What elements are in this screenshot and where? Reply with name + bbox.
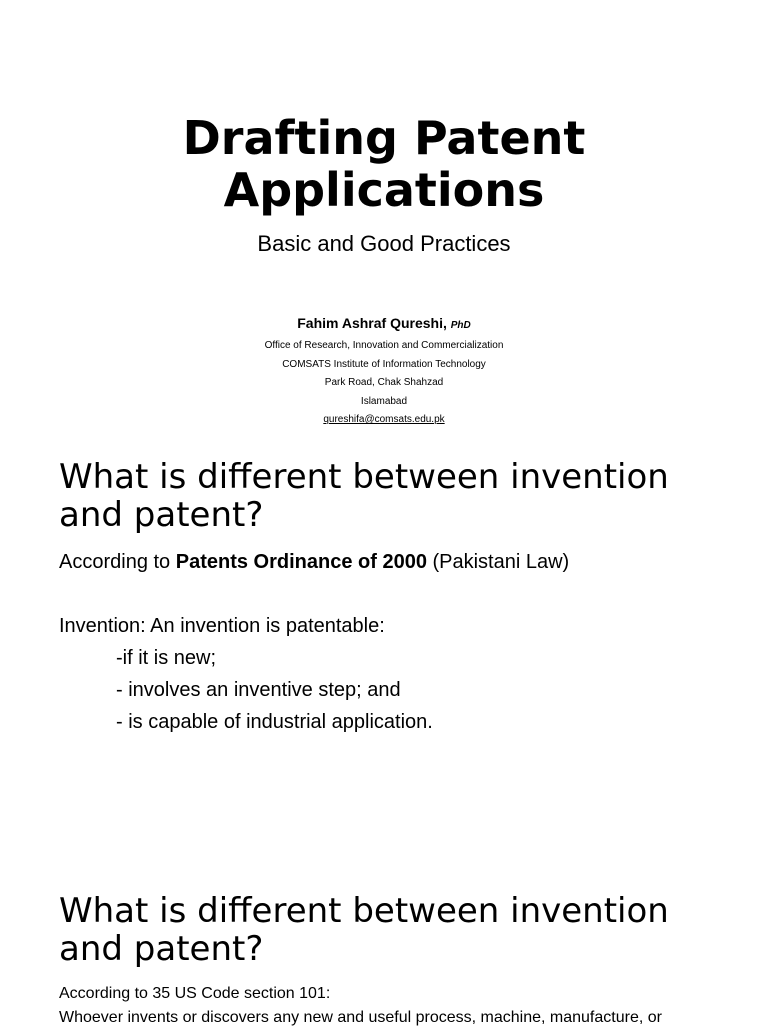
spacer [59, 578, 739, 610]
author-name-line [0, 312, 768, 337]
criteria-item: - is capable of industrial application. [116, 711, 433, 733]
law-name: Patents Ordinance of 2000 [175, 551, 427, 573]
title-line-1: Drafting Patent [182, 111, 586, 165]
invention-intro: Invention: An invention is patentable: [59, 615, 385, 637]
according-line: According to 35 US Code section 101: [59, 985, 331, 1002]
slide-body [59, 982, 739, 1030]
slide-heading: What is different between invention and patent? [59, 891, 669, 969]
according-line [59, 546, 739, 578]
criteria-item: -if it is new; [116, 647, 217, 669]
slide-heading: What is different between invention and patent? [59, 457, 669, 535]
author-degree: PhD [450, 320, 471, 331]
according-suffix: (Pakistani Law) [426, 551, 570, 573]
affiliation-institute: COMSATS Institute of Information Technology [282, 358, 486, 370]
title-slide [0, 0, 768, 432]
author-email-link[interactable]: qureshifa@comsats.edu.pk [323, 414, 445, 426]
document-title [0, 112, 768, 216]
author-block [0, 312, 768, 430]
title-line-2: Applications [223, 163, 545, 217]
author-name: Fahim Ashraf Qureshi, [297, 315, 447, 331]
affiliation-address: Park Road, Chak Shahzad [324, 377, 444, 389]
affiliation-office: Office of Research, Innovation and Commercialization [264, 340, 504, 351]
slide-body [59, 546, 739, 738]
document-subtitle: Basic and Good Practices [257, 231, 511, 256]
slide-invention-vs-patent-pakistan [0, 432, 768, 864]
affiliation-city: Islamabad [360, 395, 408, 407]
according-prefix: According to [59, 551, 176, 573]
slide-invention-vs-patent-us [0, 864, 768, 1024]
body-line: Whoever invents or discovers any new and useful process, machine, manufacture, or [59, 1009, 662, 1026]
criteria-item: - involves an inventive step; and [116, 679, 401, 701]
